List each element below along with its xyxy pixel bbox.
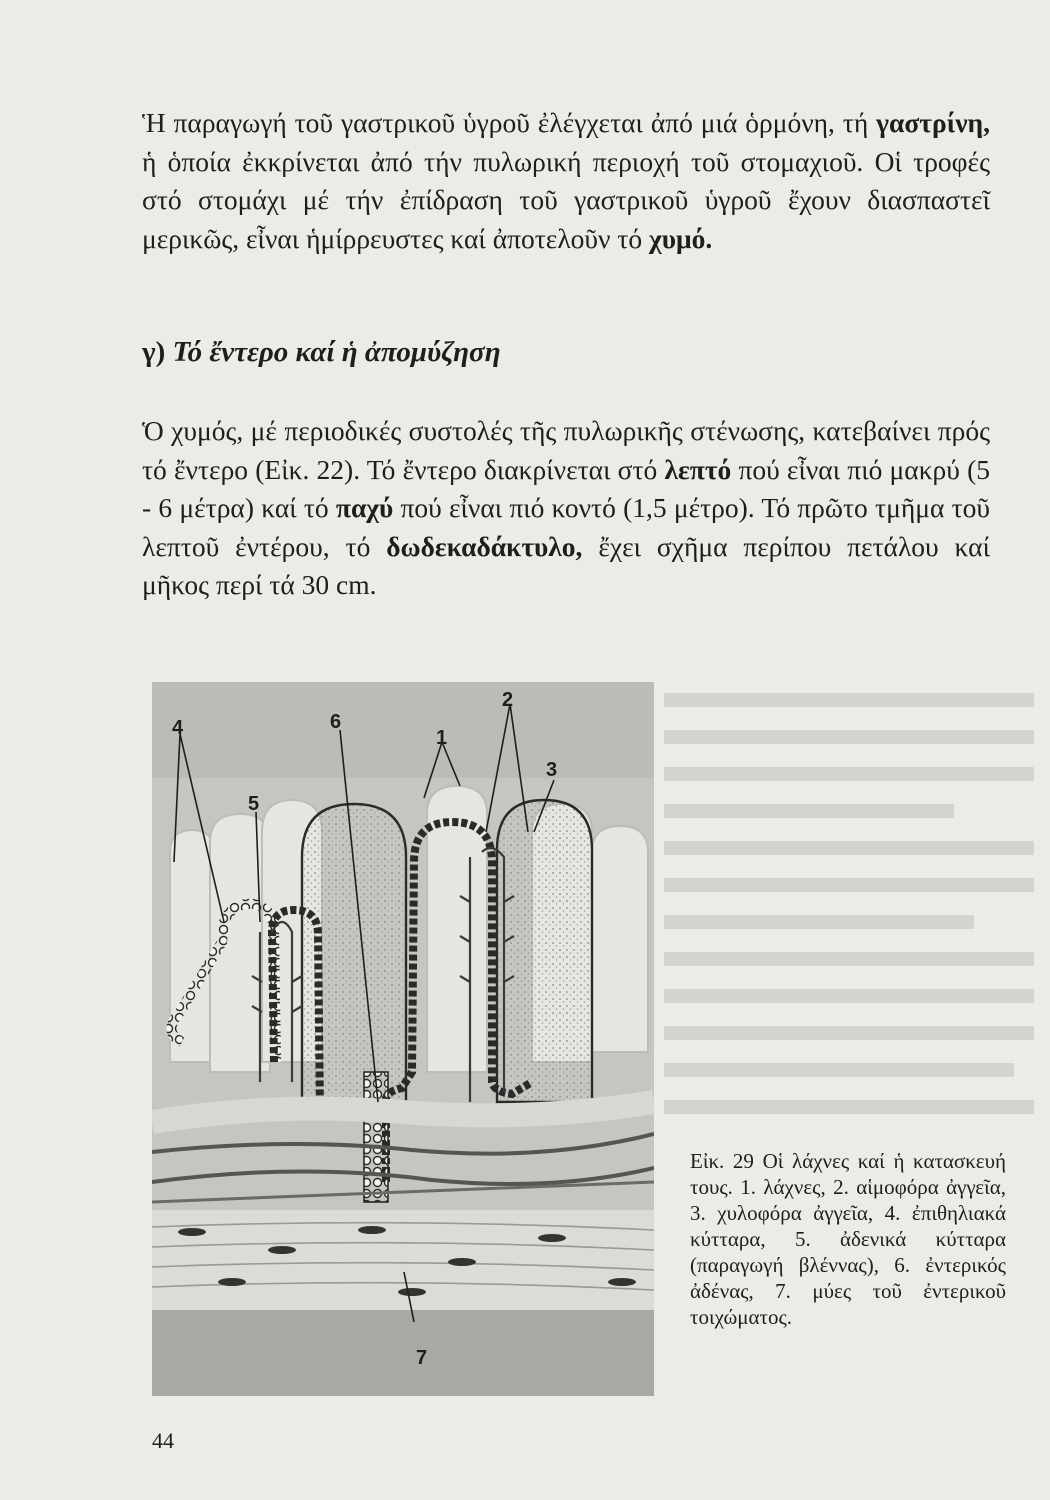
page-number: 44 <box>152 1428 174 1453</box>
muscle-layer <box>152 1210 654 1310</box>
bold-term-duodenum: δωδεκαδάκτυλο, <box>386 530 583 562</box>
text-run: Ὁ χυμός, μέ περιοδικές συστολές τῆς πυλωρικῆς στένωσης, κατεβαίνει πρός τό ἔντερο (Εἰκ. 22). Τό ἔντερο διακρίνεται στό <box>142 415 990 485</box>
label-4: 4 <box>172 717 184 739</box>
section-letter: γ) <box>142 336 173 368</box>
label-3: 3 <box>546 759 558 781</box>
bold-term-small: λεπτό <box>664 453 732 485</box>
villi-diagram <box>152 682 654 1396</box>
label-6: 6 <box>330 711 342 733</box>
figure-caption: Εἰκ. 29 Οἱ λάχνες καί ἡ κατασκευή τους. 1. λάχνες, 2. αἱμοφόρα ἀγγεῖα, 3. χυλοφόρα ἀγγεῖα, 4. ἐπιθηλιακά κύτταρα, 5. ἀδενικά κύτταρα (παραγωγή βλέννας), 6. ἐντερικός ἀδένας, 7. μύες τοῦ ἐντερικοῦ τοιχώματος. <box>690 1149 1006 1329</box>
text-run: ἔχει σχῆμα περίπου πετάλου καί μῆκος περί τά 30 cm. <box>142 530 990 600</box>
label-1: 1 <box>436 727 448 749</box>
show-through-area <box>654 682 1050 1142</box>
paragraph-gastrin <box>142 104 990 258</box>
label-2: 2 <box>502 689 514 711</box>
section-title: Τό ἔντερο καί ἡ ἀπομύζηση <box>172 336 501 368</box>
bold-term-chyme: χυμό. <box>649 222 713 254</box>
bold-term-large: παχύ <box>335 492 394 523</box>
lumen-area <box>152 682 654 778</box>
text-run: Ἡ παραγωγή τοῦ γαστρικοῦ ὑγροῦ ἐλέγχεται ἀπό μιά ὁρμόνη, τή <box>142 107 877 138</box>
bold-term-gastrin: γαστρίνη, <box>876 107 990 138</box>
text-run: πού εἶναι πιό κοντό (1,5 μέτρο). Τό πρῶτο τμῆμα τοῦ λεπτοῦ ἐντέρου, τό <box>142 492 990 562</box>
section-heading <box>142 336 501 369</box>
label-5: 5 <box>248 793 260 815</box>
outer-layer <box>152 1310 654 1396</box>
text-run: πού εἶναι πιό μακρύ (5 - 6 μέτρα) καί τό <box>142 453 990 523</box>
label-7: 7 <box>416 1347 428 1369</box>
text-run: ἡ ὁποία ἐκκρίνεται ἀπό τήν πυλωρική περιοχή τοῦ στομαχιοῦ. Οἱ τροφές στό στομάχι μέ τήν ἐπίδραση τοῦ γαστρικοῦ ὑγροῦ ἔχουν διασπαστεῖ μερικῶς, εἶναι ἡμίρρευστες καί ἀποτελοῦν τό <box>142 145 990 254</box>
paragraph-intestine <box>142 412 990 605</box>
